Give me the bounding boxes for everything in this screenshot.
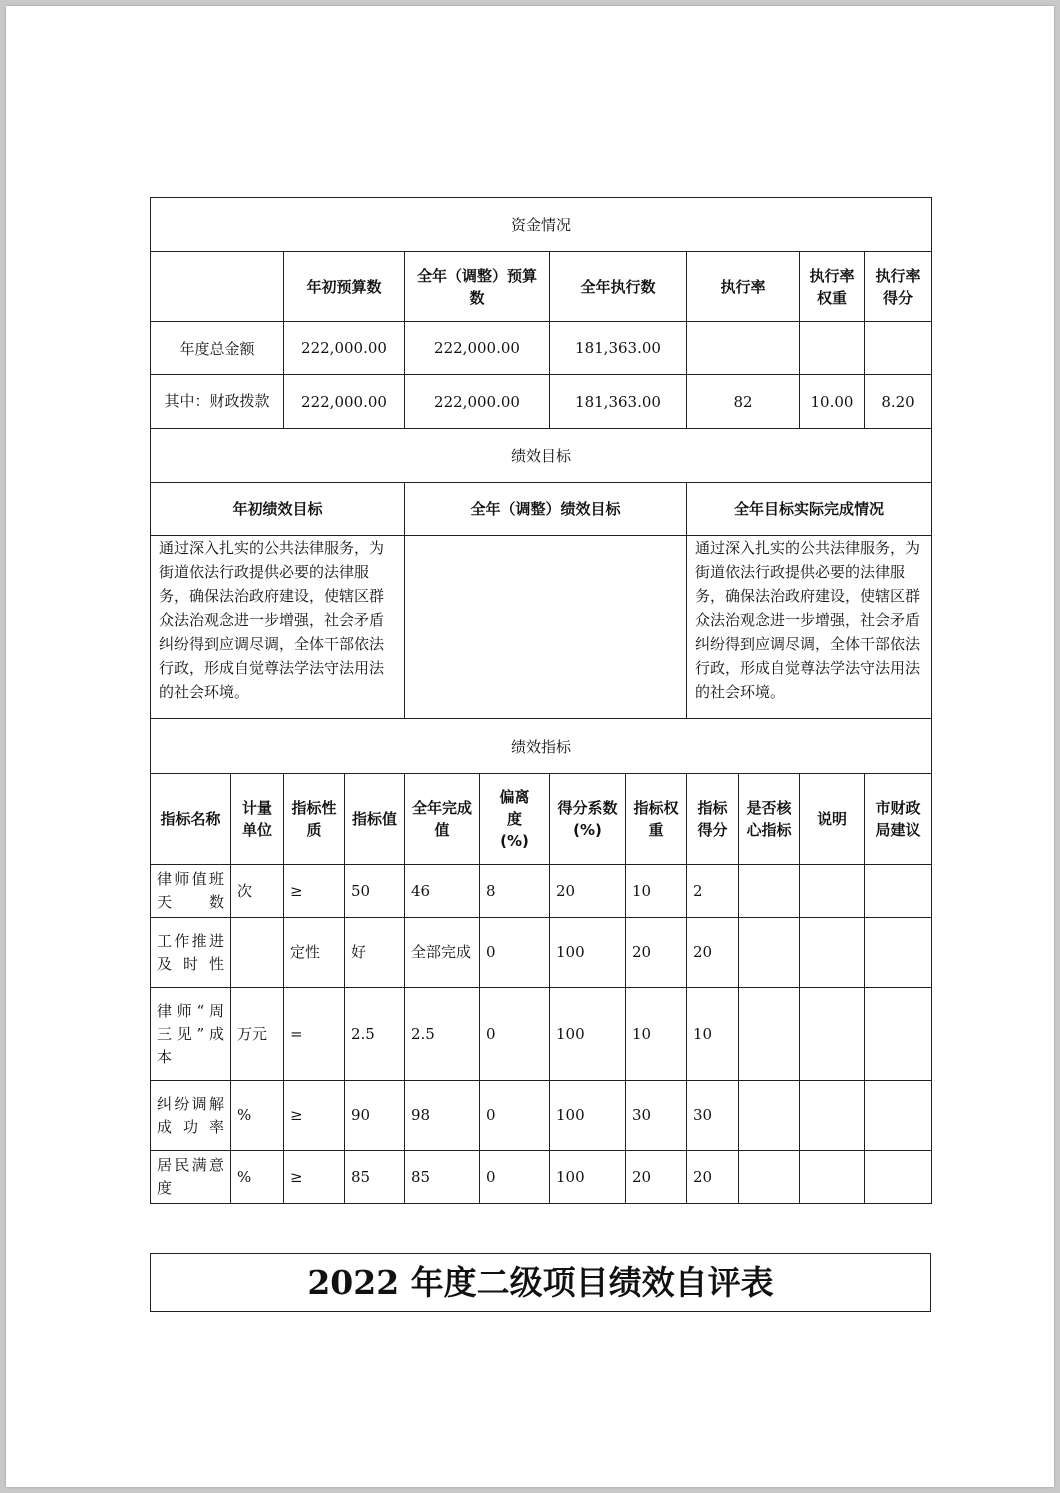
funds-row-adjusted-budget: 222,000.00 — [405, 375, 550, 429]
funds-row-initial-budget: 222,000.00 — [284, 375, 405, 429]
funds-row — [151, 375, 932, 429]
goals-adjusted-text — [405, 536, 687, 719]
indicator-coef: 100 — [550, 988, 626, 1081]
indicator-nature: ≥ — [284, 1081, 345, 1151]
indicator-weight: 10 — [626, 988, 687, 1081]
indicator-advice — [865, 1081, 932, 1151]
indicators-header-advice: 市财政局建议 — [865, 774, 932, 865]
indicator-actual: 85 — [405, 1151, 480, 1204]
indicator-deviation: 0 — [480, 918, 550, 988]
indicator-actual: 46 — [405, 865, 480, 918]
indicator-score: 2 — [687, 865, 739, 918]
indicator-nature: ≥ — [284, 1151, 345, 1204]
indicator-note — [800, 988, 865, 1081]
funds-header-score: 执行率得分 — [865, 252, 932, 322]
indicators-header-deviation: 偏离度(%) — [480, 774, 550, 865]
indicators-header-nature: 指标性质 — [284, 774, 345, 865]
funds-header-weight: 执行率权重 — [800, 252, 865, 322]
indicator-score: 20 — [687, 918, 739, 988]
indicator-advice — [865, 988, 932, 1081]
form-title: 2022 年度二级项目绩效自评表 — [150, 1253, 931, 1312]
indicator-unit: 万元 — [231, 988, 284, 1081]
indicator-nature: ≥ — [284, 865, 345, 918]
indicator-core — [739, 1081, 800, 1151]
funds-row-score — [865, 322, 932, 375]
evaluation-table — [150, 197, 932, 1204]
funds-row-executed: 181,363.00 — [550, 375, 687, 429]
indicator-advice — [865, 865, 932, 918]
funds-header-initial-budget: 年初预算数 — [284, 252, 405, 322]
indicator-actual: 全部完成 — [405, 918, 480, 988]
funds-header-executed: 全年执行数 — [550, 252, 687, 322]
indicator-name: 律师值班天数 — [151, 865, 231, 918]
indicator-note — [800, 1151, 865, 1204]
indicator-nature: 定性 — [284, 918, 345, 988]
funds-row-initial-budget: 222,000.00 — [284, 322, 405, 375]
indicator-deviation: 0 — [480, 988, 550, 1081]
indicator-name: 纠纷调解成功率 — [151, 1081, 231, 1151]
indicators-section-title: 绩效指标 — [151, 719, 932, 774]
indicator-advice — [865, 1151, 932, 1204]
indicator-deviation: 8 — [480, 865, 550, 918]
indicator-score: 30 — [687, 1081, 739, 1151]
funds-section-title: 资金情况 — [151, 198, 932, 252]
document-page — [6, 6, 1054, 1487]
indicators-header-name: 指标名称 — [151, 774, 231, 865]
indicator-note — [800, 1081, 865, 1151]
indicator-row — [151, 1151, 932, 1204]
indicators-header-actual: 全年完成值 — [405, 774, 480, 865]
indicator-coef: 20 — [550, 865, 626, 918]
indicator-core — [739, 1151, 800, 1204]
indicator-deviation: 0 — [480, 1081, 550, 1151]
goals-initial-text: 通过深入扎实的公共法律服务，为街道依法行政提供必要的法律服务，确保法治政府建设，使辖区群众法治观念进一步增强，社会矛盾纠纷得到应调尽调，全体干部依法行政，形成自觉尊法学法守法用法的社会环境。 — [151, 536, 405, 719]
indicator-actual: 98 — [405, 1081, 480, 1151]
indicator-weight: 20 — [626, 918, 687, 988]
indicator-actual: 2.5 — [405, 988, 480, 1081]
goals-header-initial: 年初绩效目标 — [151, 483, 405, 536]
goals-actual-text: 通过深入扎实的公共法律服务，为街道依法行政提供必要的法律服务，确保法治政府建设，使辖区群众法治观念进一步增强，社会矛盾纠纷得到应调尽调，全体干部依法行政，形成自觉尊法学法守法用法的社会环境。 — [687, 536, 932, 719]
indicator-target: 2.5 — [345, 988, 405, 1081]
indicator-coef: 100 — [550, 1081, 626, 1151]
indicator-core — [739, 865, 800, 918]
indicator-row — [151, 918, 932, 988]
indicator-unit: % — [231, 1081, 284, 1151]
indicator-coef: 100 — [550, 1151, 626, 1204]
indicator-unit — [231, 918, 284, 988]
funds-header-rate: 执行率 — [687, 252, 800, 322]
indicator-row — [151, 1081, 932, 1151]
indicator-weight: 30 — [626, 1081, 687, 1151]
funds-row-rate: 82 — [687, 375, 800, 429]
goals-section-title: 绩效目标 — [151, 429, 932, 483]
indicators-header-weight: 指标权重 — [626, 774, 687, 865]
indicator-note — [800, 918, 865, 988]
indicators-header-unit: 计量单位 — [231, 774, 284, 865]
indicators-header-note: 说明 — [800, 774, 865, 865]
indicator-note — [800, 865, 865, 918]
indicator-name: 律师“周三见”成本 — [151, 988, 231, 1081]
indicator-deviation: 0 — [480, 1151, 550, 1204]
goals-header-actual: 全年目标实际完成情况 — [687, 483, 932, 536]
indicator-row — [151, 988, 932, 1081]
indicator-name: 居民满意度 — [151, 1151, 231, 1204]
funds-row-label: 年度总金额 — [151, 322, 284, 375]
funds-row — [151, 322, 932, 375]
indicator-advice — [865, 918, 932, 988]
indicators-header-score: 指标得分 — [687, 774, 739, 865]
indicator-unit: 次 — [231, 865, 284, 918]
indicator-score: 10 — [687, 988, 739, 1081]
funds-header-adjusted-budget: 全年（调整）预算数 — [405, 252, 550, 322]
indicator-target: 50 — [345, 865, 405, 918]
indicator-target: 85 — [345, 1151, 405, 1204]
indicator-unit: % — [231, 1151, 284, 1204]
funds-row-rate — [687, 322, 800, 375]
indicator-target: 90 — [345, 1081, 405, 1151]
indicator-core — [739, 988, 800, 1081]
funds-row-weight: 10.00 — [800, 375, 865, 429]
funds-row-weight — [800, 322, 865, 375]
indicators-header-coef: 得分系数(%) — [550, 774, 626, 865]
funds-row-adjusted-budget: 222,000.00 — [405, 322, 550, 375]
indicator-name: 工作推进及时性 — [151, 918, 231, 988]
funds-row-executed: 181,363.00 — [550, 322, 687, 375]
indicator-target: 好 — [345, 918, 405, 988]
indicator-score: 20 — [687, 1151, 739, 1204]
indicator-weight: 10 — [626, 865, 687, 918]
indicator-coef: 100 — [550, 918, 626, 988]
indicators-header-target: 指标值 — [345, 774, 405, 865]
funds-row-score: 8.20 — [865, 375, 932, 429]
indicator-nature: = — [284, 988, 345, 1081]
indicators-header-core: 是否核心指标 — [739, 774, 800, 865]
funds-header-blank — [151, 252, 284, 322]
goals-header-adjusted: 全年（调整）绩效目标 — [405, 483, 687, 536]
indicator-core — [739, 918, 800, 988]
funds-row-label: 其中：财政拨款 — [151, 375, 284, 429]
indicator-row — [151, 865, 932, 918]
indicator-weight: 20 — [626, 1151, 687, 1204]
